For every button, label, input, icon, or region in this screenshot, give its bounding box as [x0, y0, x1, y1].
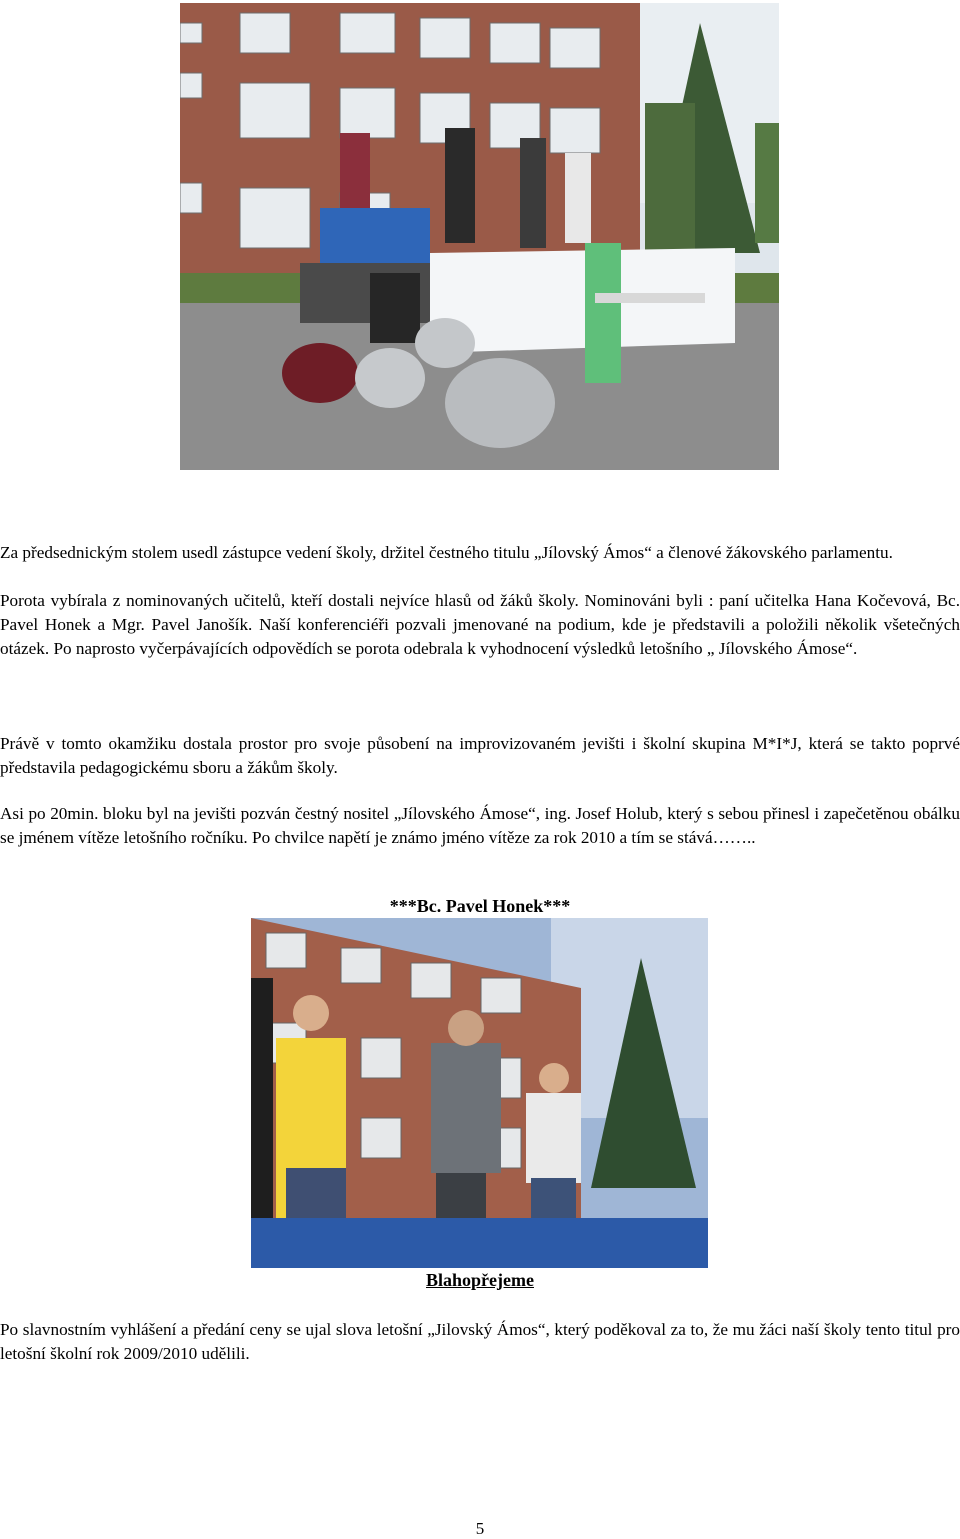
paragraph-announcement: Asi po 20min. bloku byl na jevišti pozván čestný nositel „Jílovského Ámose“, ing. Josef Holub, který s sebou přinesl i zapečetěnou obálku se jménem vítěze letošního ročníku. Po chvilce napětí je známo jméno vítěze za rok 2010 a tím se stává…….. [0, 804, 960, 847]
paragraph-thanks: Po slavnostním vyhlášení a předání ceny se ujal slova letošní „Jilovský Ámos“, který poděkoval za to, že mu žáci naší školy tento titul pro letošní školní rok 2009/2010 udělili. [0, 1320, 960, 1363]
paragraph-jury: Porota vybírala z nominovaných učitelů, kteří dostali nejvíce hlasů od žáků školy. Nominováni byli : paní učitelka Hana Kočevová, Bc. Pavel Honek a Mgr. Pavel Janošík. Naší konferenciéři pozvali jmenované na podium, kde je představili a položili několik všetečných otázek. Po naprosto vyčerpávajících odpovědích se porota odebrala k vyhodnocení výsledků letošního „ Jílovského Ámose“. [0, 591, 960, 658]
paragraph-band: Právě v tomto okamžiku dostala prostor pro svoje působení na improvizovaném jevišti i školní skupina M*I*J, která se takto poprvé představila pedagogickému sboru a žákům školy. [0, 734, 960, 777]
paragraph-chairman: Za předsednickým stolem usedl zástupce vedení školy, držitel čestného titulu „Jílovský Ámos“ a členové žákovského parlamentu. [0, 543, 893, 562]
band-photo [180, 3, 779, 470]
page-number: 5 [475, 1519, 485, 1538]
congratulations-caption: Blahopřejeme [426, 1270, 534, 1290]
winner-caption: ***Bc. Pavel Honek*** [389, 896, 571, 916]
award-photo [251, 918, 708, 1268]
